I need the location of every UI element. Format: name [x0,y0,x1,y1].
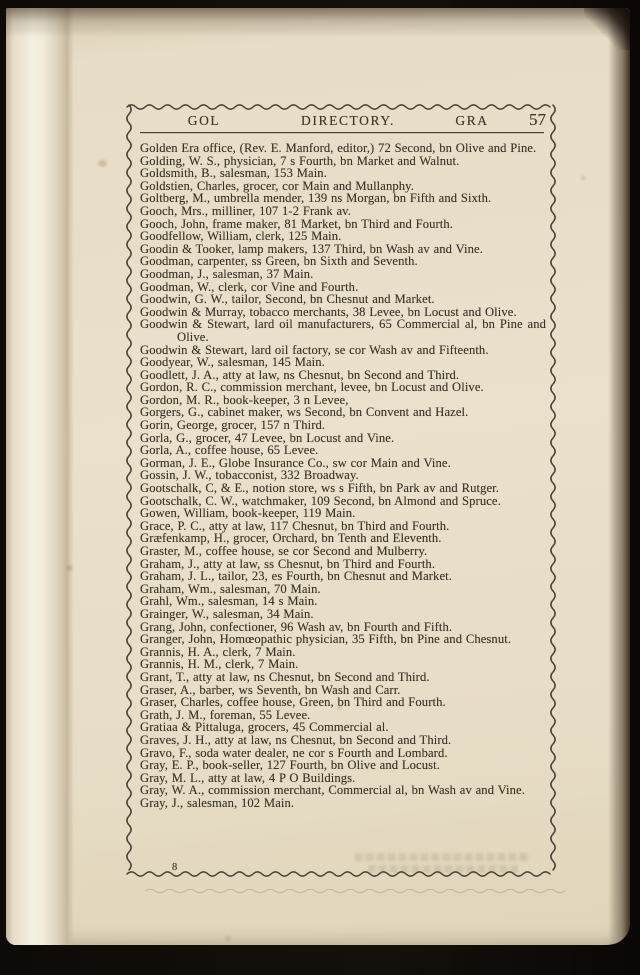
directory-entry: Goodyear, W., salesman, 145 Main. [140,355,325,370]
directory-entry: Goodfellow, William, clerk, 125 Main. [140,229,342,244]
directory-entry: Grannis, H. A., clerk, 7 Main. [140,644,296,659]
directory-entry: Gray, M. L., atty at law, 4 P O Buildings. [140,770,356,785]
page-fore-edge [608,8,630,945]
directory-entry: Granger, John, Homœopathic physician, 35 Fifth, bn Pine and Chesnut. [140,632,512,647]
directory-entry: Grannis, H. M., clerk, 7 Main. [140,657,299,672]
directory-entry: Gorman, J. E., Globe Insurance Co., sw cor Main and Vine. [140,455,451,470]
directory-entry: Graser, Charles, coffee house, Green, bn Third and Fourth. [140,695,446,710]
foxing-speck [581,176,586,180]
directory-entry: Goodman, W., clerk, cor Vine and Fourth. [140,279,359,294]
foxing-speck [225,936,231,941]
directory-entry: Gorin, George, grocer, 157 n Third. [140,418,326,433]
directory-entry: Graham, J., atty at law, ss Chesnut, bn Third and Fourth. [140,556,436,571]
directory-entry: Graham, Wm., salesman, 70 Main. [140,581,321,596]
directory-entry: Goltberg, M., umbrella mender, 139 ns Morgan, bn Fifth and Sixth. [140,191,492,206]
directory-entry: Goodman, J., salesman, 37 Main. [140,266,314,281]
book-page [6,8,630,945]
directory-entry: Gray, W. A., commission merchant, Commercial al, bn Wash av and Vine. [140,783,525,798]
directory-entry: Goodwin & Murray, tobacco merchants, 38 Levee, bn Locust and Olive. [140,304,517,319]
directory-entry: Goldstien, Charles, grocer, cor Main and Mullanphy. [140,178,414,193]
showthrough-wavy-line [144,886,568,896]
directory-entry: Gravo, F., soda water dealer, ne cor s Fourth and Lombard. [140,745,448,760]
header-catchword-left: GOL [187,113,221,128]
directory-entry: Gowen, William, book-keeper, 119 Main. [140,506,356,521]
foxing-speck [66,565,72,571]
directory-entry: Grainger, W., salesman, 34 Main. [140,606,314,621]
directory-entry: Goodman, carpenter, ss Green, bn Sixth and Seventh. [140,254,418,269]
directory-entry: Graves, J. H., atty at law, ns Chesnut, bn Second and Third. [140,732,452,747]
directory-entry: Gorla, G., grocer, 47 Levee, bn Locust and Vine. [140,430,395,445]
directory-entry: Grahl, Wm., salesman, 14 s Main. [140,594,318,609]
showthrough-text-smudge [368,865,518,873]
directory-entry: Gray, E. P., book-seller, 127 Fourth, bn Olive and Locust. [140,758,440,773]
directory-entry: Gratiaa & Pittaluga, grocers, 45 Commercial al. [140,720,389,735]
directory-entry: Graster, M., coffee house, se cor Second and Mulberry. [140,544,428,558]
signature-mark: 8 [172,862,178,873]
directory-entry: Gootschalk, C, & E., notion store, ws s Fifth, bn Park av and Rutger. [140,481,500,496]
directory-entry: Graham, J. L., tailor, 23, es Fourth, bn Chesnut and Market. [140,569,452,584]
directory-entry: Gossin, J. W., tobacconist, 332 Broadway. [140,468,359,483]
directory-entry: Gootschalk, C. W., watchmaker, 109 Second, bn Almond and Spruce. [140,493,501,508]
directory-entry: Golden Era office, (Rev. E. Manford, editor,) 72 Second, bn Olive and Pine. [140,141,537,155]
directory-entry: Gordon, R. C., commission merchant, levee, bn Locust and Olive. [140,380,484,395]
directory-entry: Goodwin & Stewart, lard oil manufacturers, 65 Commercial al, bn Pine and Olive. [140,317,546,344]
directory-entry: Græfenkamp, H., grocer, Orchard, bn Tenth and Eleventh. [140,531,442,546]
directory-entry: Gooch, John, frame maker, 81 Market, bn Third and Fourth. [140,216,454,231]
directory-entries [140,142,546,809]
page-gutter-curl [6,8,74,945]
directory-entry: Goodwin, G. W., tailor, Second, bn Chesnut and Market. [140,292,435,307]
page-corner-shadow [584,8,630,50]
directory-entry: Goodin & Tooker, lamp makers, 137 Third, bn Wash av and Vine. [140,241,483,256]
directory-entry: Golding, W. S., physician, 7 s Fourth, bn Market and Walnut. [140,153,460,168]
directory-entry: Goodwin & Stewart, lard oil factory, se cor Wash av and Fifteenth. [140,342,489,357]
directory-entry: Graser, A., barber, ws Seventh, bn Wash and Carr. [140,682,401,697]
foxing-speck [98,160,107,167]
directory-entry: Grant, T., atty at law, ns Chesnut, bn Second and Third. [140,669,430,684]
directory-entry: Gorgers, G., cabinet maker, ws Second, bn Convent and Hazel. [140,405,469,420]
directory-entry: Grang, John, confectioner, 96 Wash av, bn Fourth and Fifth. [140,619,453,634]
page-top-shadow [6,8,630,38]
directory-entry: Gorla, A., coffee house, 65 Levee. [140,443,319,458]
header-catchword-right: GRA [455,113,489,128]
running-header [126,110,556,133]
directory-entry: Goldsmith, B., salesman, 153 Main. [140,166,327,181]
header-title: DIRECTORY. [301,113,395,128]
directory-entry: Gray, J., salesman, 102 Main. [140,795,295,810]
showthrough-text-smudge [355,853,530,861]
directory-entry: Grace, P. C., atty at law, 117 Chesnut, bn Third and Fourth. [140,518,450,533]
header-rule [140,132,544,133]
directory-entry: Goodlett, J. A., atty at law, ns Chesnut, bn Second and Third. [140,367,460,382]
page-number: 57 [529,110,546,129]
directory-entry: Gooch, Mrs., milliner, 107 1-2 Frank av. [140,203,351,218]
directory-entry: Grath, J. M., foreman, 55 Levee. [140,707,311,722]
directory-entry: Gordon, M. R., book-keeper, 3 n Levee, [140,392,349,407]
decorative-wavy-border-box [126,104,556,877]
